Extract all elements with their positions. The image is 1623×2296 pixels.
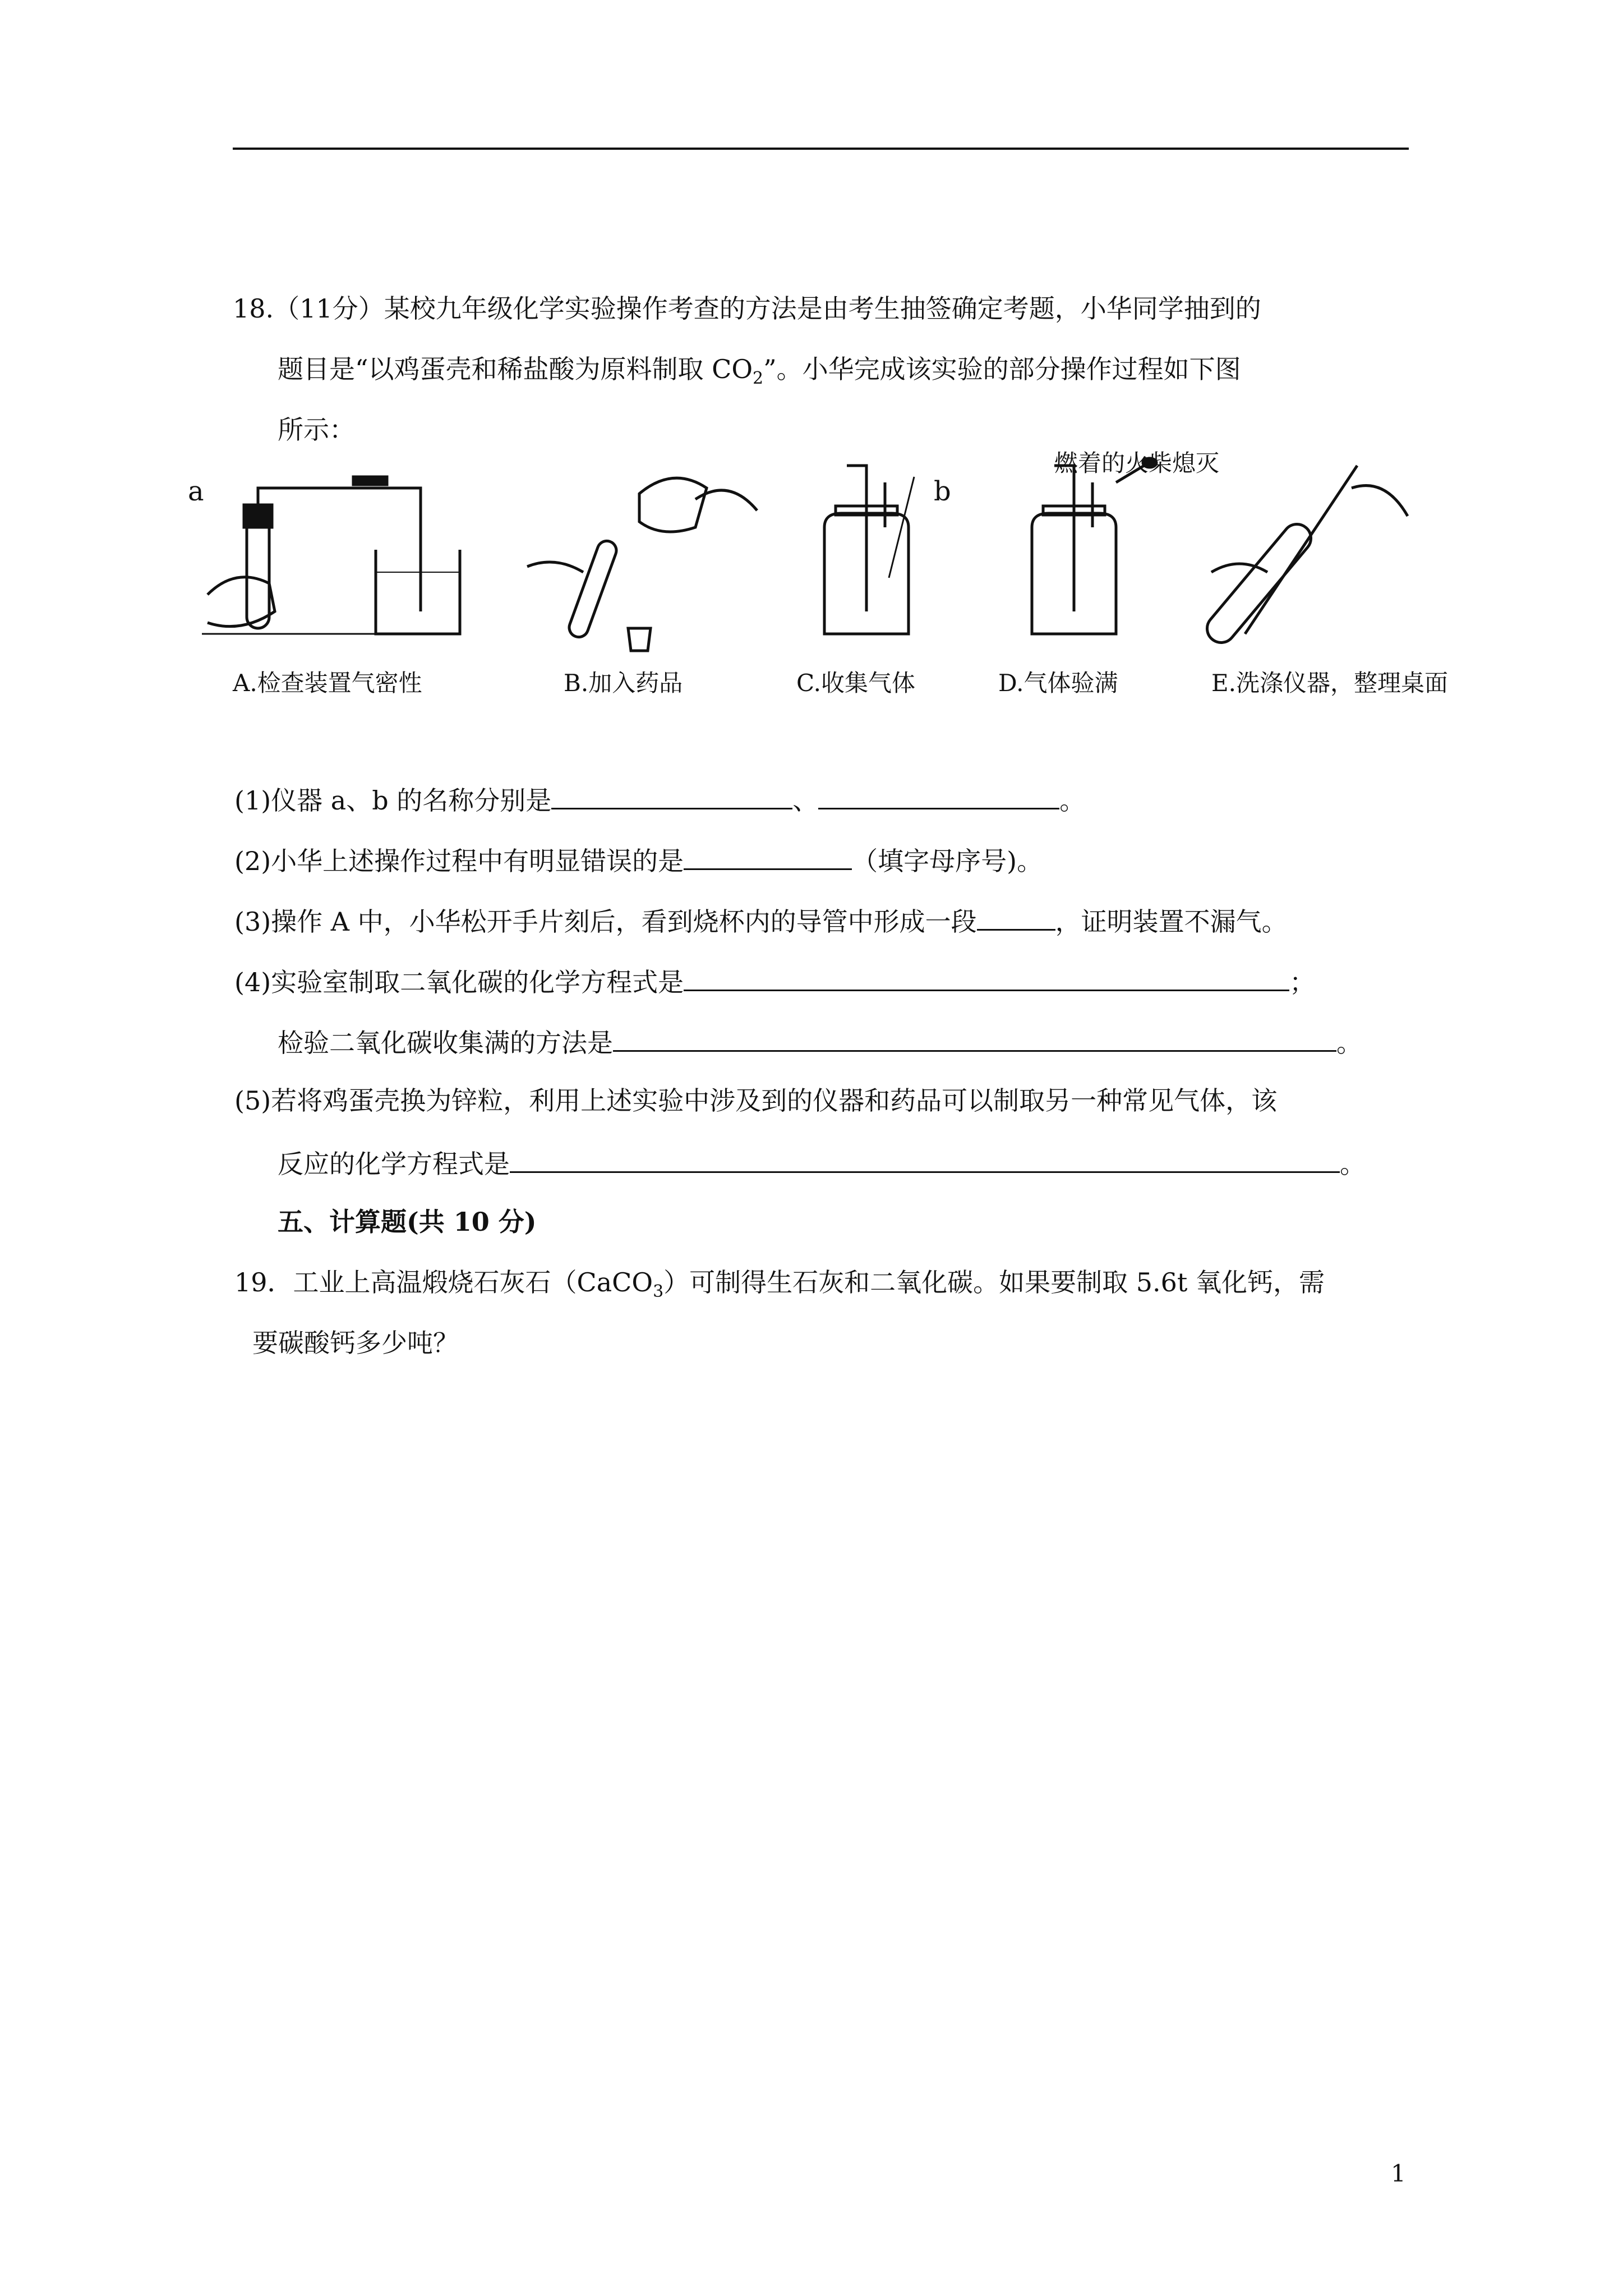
q19-line2: 要碳酸钙多少吨？ xyxy=(252,1328,459,1358)
page-number: 1 xyxy=(1391,2160,1406,2187)
q19-line1: 19．工业上高温煅烧石灰石（CaCO$_3$）可制得生石灰和二氧化碳。如果要制取 5.6t 氧化钙，需 xyxy=(234,1267,1325,1302)
apparatus-figure xyxy=(191,443,1469,668)
q18-sub4a: (4)实验室制取二氧化碳的化学方程式是 ； xyxy=(234,963,1315,999)
apparatus-c-drawing xyxy=(824,466,914,634)
answer-blank-zinc-equation[interactable] xyxy=(510,1144,1340,1173)
q18-sub3: (3)操作 A 中，小华松开手片刻后，看到烧杯内的导管中形成一段 ，证明装置不漏气。 xyxy=(234,902,1288,938)
q18-line1: 18.（11分）某校九年级化学实验操作考查的方法是由考生抽签确定考题，小华同学抽到的 xyxy=(233,293,1261,324)
apparatus-b-drawing xyxy=(527,478,757,651)
match-note: 燃着的火柴熄灭 xyxy=(1054,449,1220,477)
caption-e: E.洗涤仪器，整理桌面 xyxy=(1211,669,1449,697)
q18-sub4b: 检验二氧化碳收集满的方法是 。 xyxy=(278,1023,1362,1060)
answer-blank-co2-equation[interactable] xyxy=(684,963,1289,991)
apparatus-a-drawing xyxy=(202,477,460,634)
caption-a: A.检查装置气密性 xyxy=(233,669,422,697)
answer-blank-watercolumn[interactable] xyxy=(977,902,1055,931)
answer-blank-co2-test[interactable] xyxy=(613,1023,1336,1052)
q18-sub5-line1: (5)若将鸡蛋壳换为锌粒，利用上述实验中涉及到的仪器和药品可以制取另一种常见气体，该 xyxy=(234,1085,1278,1116)
header-rule xyxy=(233,148,1409,150)
label-b: b xyxy=(934,476,951,507)
answer-blank-error[interactable] xyxy=(684,841,852,870)
q18-sub2: (2)小华上述操作过程中有明显错误的是 （填字母序号)。 xyxy=(234,841,1043,878)
q18-line3: 所示： xyxy=(278,415,355,445)
apparatus-d-drawing xyxy=(1032,458,1156,634)
caption-c: C.收集气体 xyxy=(796,669,915,697)
section5-title: 五、计算题(共 10 分) xyxy=(278,1207,537,1237)
q18-sub5-line2: 反应的化学方程式是 。 xyxy=(278,1144,1366,1181)
answer-blank-a[interactable] xyxy=(551,781,792,809)
caption-d: D.气体验满 xyxy=(998,669,1118,697)
label-a: a xyxy=(188,476,204,507)
apparatus-e-drawing xyxy=(1201,466,1408,648)
caption-b: B.加入药品 xyxy=(564,669,683,697)
q18-line2: 题目是“以鸡蛋壳和稀盐酸为原料制取 $CO_2$”。小华完成该实验的部分操作过程如下图 xyxy=(278,354,1241,389)
q18-sub1: (1)仪器 a、b 的名称分别是 、 。 xyxy=(234,781,1085,817)
answer-blank-b[interactable] xyxy=(818,781,1059,809)
